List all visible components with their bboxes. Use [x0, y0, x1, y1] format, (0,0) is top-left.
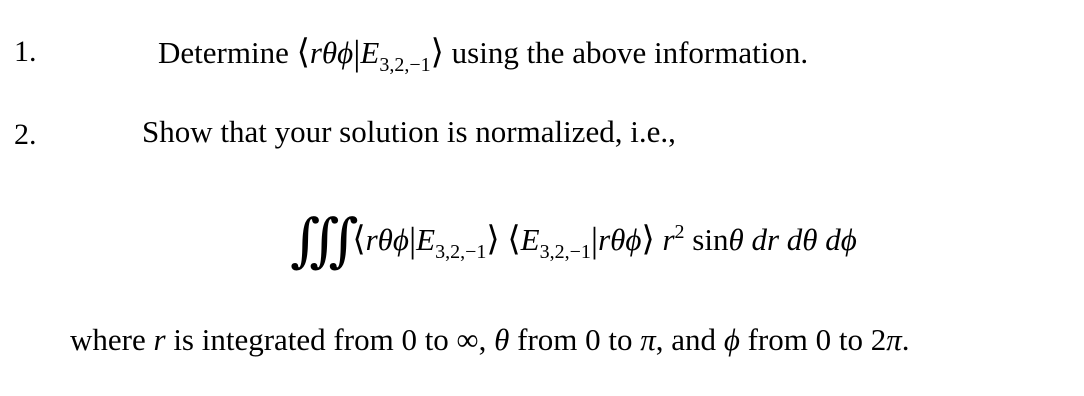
limits-part-3: , and [655, 322, 717, 357]
state-symbol: E [360, 35, 380, 70]
period: . [901, 322, 910, 357]
state-subscript: 3,2,−1 [379, 54, 431, 76]
coord-label: rθϕ [365, 222, 409, 257]
state-subscript: 3,2,−1 [435, 241, 487, 263]
angle-open: ⟨ [352, 221, 366, 258]
angle-close: ⟩ [430, 34, 444, 71]
item-1-bra-ket [296, 33, 452, 76]
item-1-lead: Determine [158, 35, 289, 70]
differentials: dr dθ dϕ [751, 222, 857, 257]
state-subscript: 3,2,−1 [539, 241, 591, 263]
normalization-integral [290, 196, 857, 273]
limits-part-4: from 0 to 2 [747, 322, 887, 357]
pi-symbol: π [886, 322, 902, 357]
r-symbol: r [153, 322, 166, 357]
state-symbol: E [520, 222, 540, 257]
bar-separator: | [408, 220, 417, 260]
coord-label: rθϕ [598, 222, 642, 257]
bar-separator: | [590, 220, 599, 260]
item-number-1: 1. [14, 35, 37, 68]
ket-label: rθϕ [309, 35, 354, 70]
item-1-text [158, 30, 809, 76]
bar-separator: | [353, 33, 361, 73]
state-symbol: E [416, 222, 436, 257]
angle-close: ⟩ [486, 221, 500, 258]
radius-symbol: r [662, 222, 675, 257]
item-2-text: Show that your solution is normalized, i.e., [142, 114, 676, 149]
integration-limits [70, 322, 910, 358]
sin-function: sin [692, 222, 729, 257]
item-1-tail: using the above information. [451, 35, 809, 70]
angle-open: ⟨ [507, 221, 521, 258]
power: 2 [674, 221, 685, 243]
angle-open: ⟨ [296, 34, 310, 71]
pi-symbol: π [640, 322, 656, 357]
angle-close: ⟩ [641, 221, 655, 258]
where-word: where [70, 322, 146, 357]
limits-part-1: is integrated from 0 to ∞, [173, 322, 487, 357]
theta-symbol: θ [494, 322, 510, 357]
triple-integral-symbol: ∭ [290, 208, 345, 273]
limits-part-2: from 0 to [517, 322, 633, 357]
theta-symbol: θ [728, 222, 744, 257]
phi-symbol: ϕ [723, 322, 740, 357]
item-number-2: 2. [14, 118, 37, 151]
